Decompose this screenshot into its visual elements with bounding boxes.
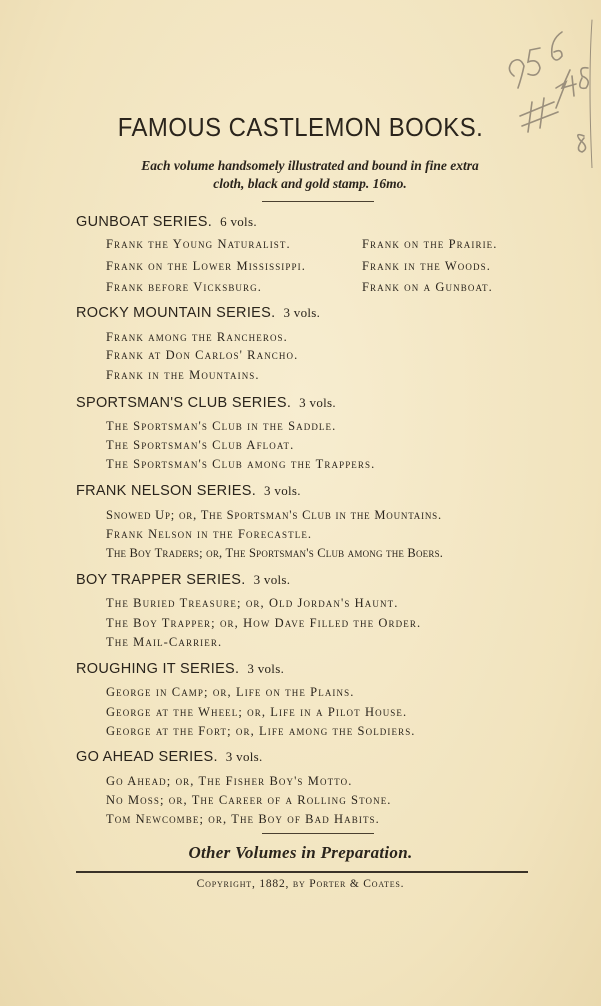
subtitle-line-1: Each volume handsomely illustrated and bound in fine extra xyxy=(141,158,479,173)
book-title: George at the Wheel; or, Life in a Pilot House. xyxy=(106,705,408,719)
book-title: Frank on the Prairie. xyxy=(362,237,498,251)
title-divider xyxy=(262,201,374,202)
book-title: Frank in the Mountains. xyxy=(106,368,260,382)
series-heading-go-ahead xyxy=(76,749,263,765)
book-title: The Sportsman's Club among the Trappers. xyxy=(106,457,376,471)
page-title: FAMOUS CASTLEMON BOOKS. xyxy=(117,112,484,142)
series-name: GO AHEAD SERIES. xyxy=(76,749,218,765)
series-name: GUNBOAT SERIES. xyxy=(76,214,213,230)
book-title: Frank before Vicksburg. xyxy=(106,280,262,294)
series-vols: 3 vols. xyxy=(299,395,336,410)
series-heading-gunboat xyxy=(76,214,257,230)
series-vols: 3 vols. xyxy=(225,749,263,764)
other-volumes-note: Other Volumes in Preparation. xyxy=(188,843,413,862)
book-title: George at the Fort; or, Life among the Soldiers. xyxy=(106,724,416,738)
book-title: Frank the Young Naturalist. xyxy=(106,237,291,251)
book-title: The Sportsman's Club in the Saddle. xyxy=(106,419,337,433)
series-heading-roughing-it xyxy=(76,661,284,677)
book-title: The Sportsman's Club Afloat. xyxy=(106,438,295,452)
series-vols: 3 vols. xyxy=(253,572,291,587)
series-vols: 3 vols. xyxy=(283,305,321,320)
series-vols: 3 vols. xyxy=(264,483,301,498)
footer-divider xyxy=(262,833,374,834)
series-name: BOY TRAPPER SERIES. xyxy=(76,572,246,588)
book-title: Tom Newcombe; or, The Boy of Bad Habits. xyxy=(106,812,380,826)
book-title: No Moss; or, The Career of a Rolling Stone. xyxy=(106,793,392,807)
series-name: FRANK NELSON SERIES. xyxy=(76,483,257,499)
series-name: ROUGHING IT SERIES. xyxy=(76,661,240,677)
footer-rule xyxy=(76,871,528,873)
book-title: Frank among the Rancheros. xyxy=(106,330,288,344)
book-title: Frank at Don Carlos' Rancho. xyxy=(106,348,299,362)
book-title: The Boy Trapper; or, How Dave Filled the Order. xyxy=(106,616,422,630)
book-title: The Boy Traders; or, The Sportsman's Club among the Boers. xyxy=(106,546,444,560)
book-title: The Buried Treasure; or, Old Jordan's Haunt. xyxy=(106,596,399,610)
book-title: Frank on a Gunboat. xyxy=(362,280,493,294)
series-heading-rocky-mountain xyxy=(76,305,320,321)
series-vols: 3 vols. xyxy=(247,661,285,676)
series-name: ROCKY MOUNTAIN SERIES. xyxy=(76,305,276,321)
book-title: The Mail-Carrier. xyxy=(106,635,223,649)
book-title: Frank in the Woods. xyxy=(362,259,491,273)
series-name: SPORTSMAN'S CLUB SERIES. xyxy=(76,395,292,411)
book-title: Frank Nelson in the Forecastle. xyxy=(106,527,313,541)
page-subtitle xyxy=(82,157,538,193)
series-heading-frank-nelson xyxy=(76,483,301,499)
series-heading-boy-trapper xyxy=(76,572,290,588)
book-title: Go Ahead; or, The Fisher Boy's Motto. xyxy=(106,774,353,788)
book-title: Snowed Up; or, The Sportsman's Club in the Mountains. xyxy=(106,508,442,522)
handwritten-pencil-note xyxy=(492,18,596,168)
series-vols: 6 vols. xyxy=(220,214,257,229)
book-title: Frank on the Lower Mississippi. xyxy=(106,259,306,273)
book-title: George in Camp; or, Life on the Plains. xyxy=(106,685,355,699)
copyright-notice: Copyright, 1882, by Porter & Coates. xyxy=(196,878,405,890)
subtitle-line-2: cloth, black and gold stamp. 16mo. xyxy=(213,176,407,191)
series-heading-sportsmans-club xyxy=(76,395,336,411)
